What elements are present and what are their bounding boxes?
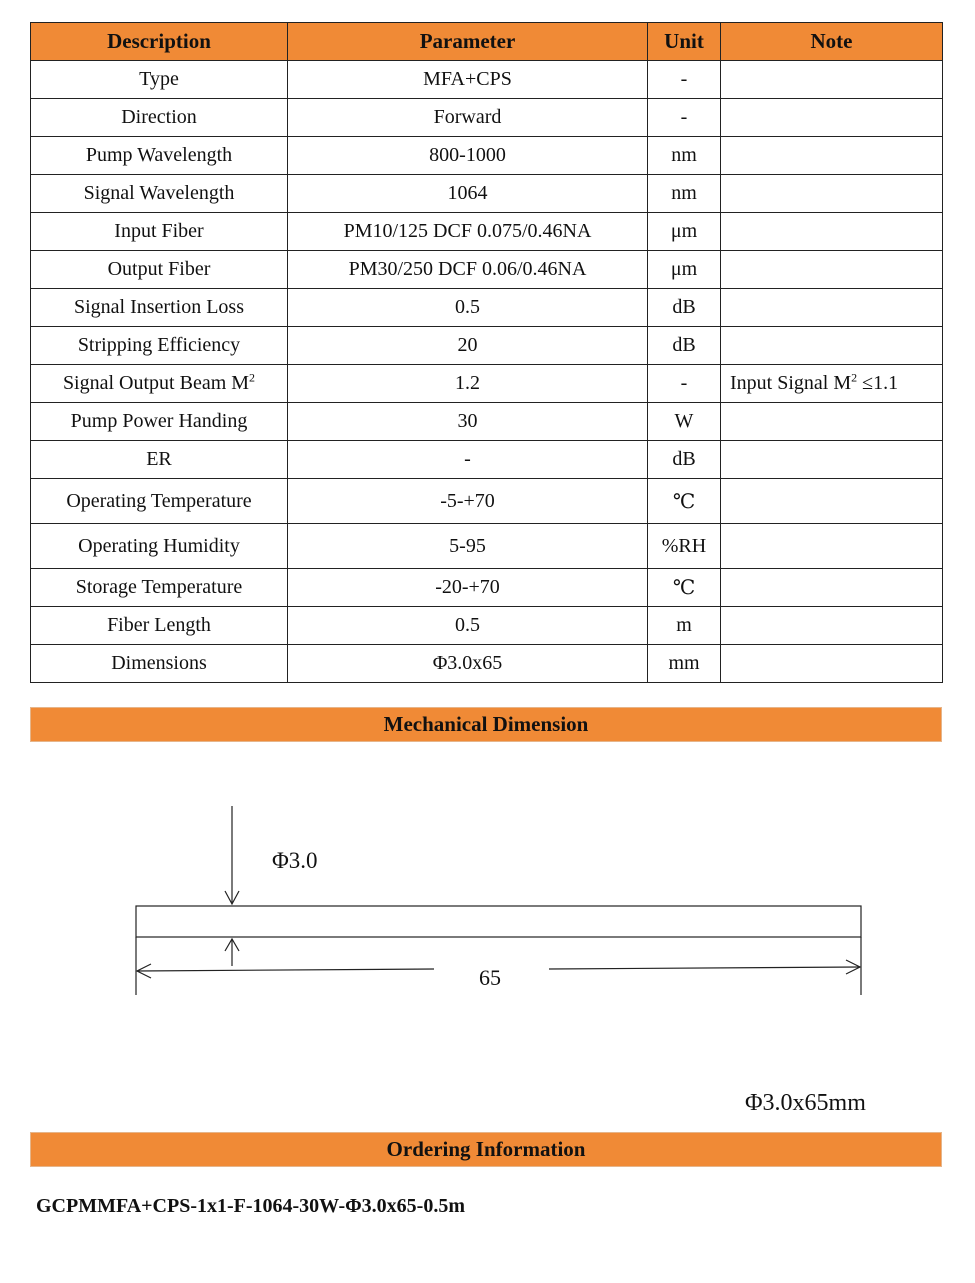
cell-note <box>721 441 943 479</box>
cell-description: Operating Humidity <box>31 524 288 569</box>
header-unit: Unit <box>648 23 721 61</box>
cell-description-text: Signal Output Beam M <box>62 372 250 394</box>
cell-unit: dB <box>648 289 721 327</box>
cell-note <box>721 479 943 524</box>
cell-unit: m <box>648 607 721 645</box>
cell-unit: - <box>648 61 721 99</box>
cell-note <box>721 645 943 683</box>
cell-note <box>721 403 943 441</box>
ordering-information-header: Ordering Information <box>30 1132 942 1167</box>
table-row <box>31 289 943 327</box>
table-row <box>31 175 943 213</box>
cell-note <box>721 213 943 251</box>
cell-parameter: PM30/250 DCF 0.06/0.46NA <box>288 251 648 289</box>
cell-parameter: 1.2 <box>288 365 648 403</box>
table-row <box>31 137 943 175</box>
length-label: 65 <box>479 965 501 990</box>
cell-unit: - <box>648 365 721 403</box>
table-row <box>31 99 943 137</box>
table-row <box>31 479 943 524</box>
cell-description: Signal Insertion Loss <box>31 289 288 327</box>
table-row <box>31 645 943 683</box>
cell-description: Storage Temperature <box>31 569 288 607</box>
header-parameter: Parameter <box>288 23 648 61</box>
cell-note <box>721 524 943 569</box>
cell-description: Fiber Length <box>31 607 288 645</box>
table-row <box>31 327 943 365</box>
cell-parameter: 0.5 <box>288 289 648 327</box>
cell-unit: W <box>648 403 721 441</box>
length-line-left <box>137 969 434 971</box>
superscript: 2 <box>851 370 858 385</box>
cell-parameter: Forward <box>288 99 648 137</box>
cell-unit: μm <box>648 213 721 251</box>
cell-parameter: -5-+70 <box>288 479 648 524</box>
cell-parameter: 20 <box>288 327 648 365</box>
cell-unit: %RH <box>648 524 721 569</box>
length-line-right <box>549 967 860 969</box>
cell-description: ER <box>31 441 288 479</box>
cell-unit: ℃ <box>648 479 721 524</box>
cell-note <box>721 327 943 365</box>
cell-description: Stripping Efficiency <box>31 327 288 365</box>
component-body <box>136 906 861 937</box>
cell-description: Output Fiber <box>31 251 288 289</box>
header-note: Note <box>721 23 943 61</box>
cell-unit: nm <box>648 175 721 213</box>
cell-note <box>721 137 943 175</box>
cell-note-text: Input Signal M <box>730 372 852 394</box>
dimension-caption: Φ3.0x65mm <box>745 1090 866 1116</box>
table-row <box>31 441 943 479</box>
table-row <box>31 569 943 607</box>
cell-unit: - <box>648 99 721 137</box>
cell-note <box>721 175 943 213</box>
cell-parameter: 30 <box>288 403 648 441</box>
cell-description: Operating Temperature <box>31 479 288 524</box>
cell-parameter: 1064 <box>288 175 648 213</box>
table-row <box>31 213 943 251</box>
cell-description: Pump Power Handing <box>31 403 288 441</box>
cell-parameter: 0.5 <box>288 607 648 645</box>
cell-description: Input Fiber <box>31 213 288 251</box>
cell-note-suffix: ≤1.1 <box>857 372 899 394</box>
part-number: GCPMMFA+CPS-1x1-F-1064-30W-Φ3.0x65-0.5m <box>36 1195 466 1217</box>
cell-description: Type <box>31 61 288 99</box>
cell-unit: mm <box>648 645 721 683</box>
cell-unit: dB <box>648 327 721 365</box>
cell-unit: dB <box>648 441 721 479</box>
cell-description: Signal Wavelength <box>31 175 288 213</box>
cell-unit: nm <box>648 137 721 175</box>
superscript: 2 <box>249 370 256 385</box>
table-row <box>31 524 943 569</box>
cell-note <box>721 99 943 137</box>
cell-parameter: Φ3.0x65 <box>288 645 648 683</box>
diameter-label: Φ3.0 <box>272 848 318 873</box>
table-row <box>31 61 943 99</box>
table-row <box>31 403 943 441</box>
cell-parameter: 5-95 <box>288 524 648 569</box>
cell-note <box>721 365 943 403</box>
cell-parameter: - <box>288 441 648 479</box>
table-row <box>31 365 943 403</box>
cell-description: Direction <box>31 99 288 137</box>
mechanical-dimension-header: Mechanical Dimension <box>30 707 942 742</box>
cell-parameter: PM10/125 DCF 0.075/0.46NA <box>288 213 648 251</box>
cell-description: Pump Wavelength <box>31 137 288 175</box>
table-row <box>31 607 943 645</box>
cell-unit: ℃ <box>648 569 721 607</box>
cell-note <box>721 289 943 327</box>
cell-parameter: -20-+70 <box>288 569 648 607</box>
cell-unit: μm <box>648 251 721 289</box>
cell-note <box>721 607 943 645</box>
cell-note <box>721 251 943 289</box>
spec-table <box>30 22 943 683</box>
table-row <box>31 251 943 289</box>
cell-description <box>31 365 288 403</box>
mechanical-drawing <box>0 790 975 1020</box>
cell-note <box>721 61 943 99</box>
header-description: Description <box>31 23 288 61</box>
cell-parameter: MFA+CPS <box>288 61 648 99</box>
cell-description: Dimensions <box>31 645 288 683</box>
cell-parameter: 800-1000 <box>288 137 648 175</box>
cell-note <box>721 569 943 607</box>
table-header-row <box>31 23 943 61</box>
